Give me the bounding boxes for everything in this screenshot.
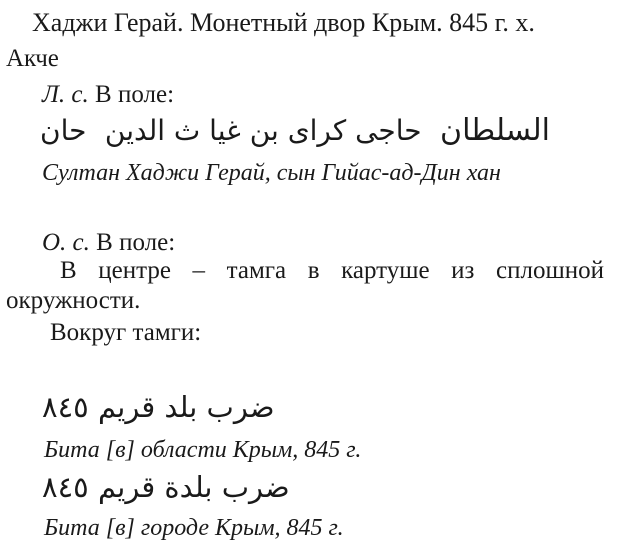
obverse-arabic-inscription (40, 113, 550, 148)
obverse-label: Л. с. (42, 81, 89, 108)
heading-line-2: Акче (6, 45, 59, 72)
reverse-around-text: Вокруг тамги: (50, 319, 202, 346)
reverse-inscription-2-translation: Бита [в] городе Крым, 845 г. (44, 515, 344, 541)
obverse-arabic-rest: حاجى كراى بن غيا ث الدين (104, 114, 422, 147)
reverse-inscription-2-arabic: ضرب بلدة قريم ٨٤٥ (42, 470, 290, 504)
reverse-center-line-1: В центре – тамга в картуше из сплошной (60, 257, 604, 284)
reverse-inscription-1-arabic: ضرب بلد قريم ٨٤٥ (42, 390, 275, 424)
obverse-translation: Султан Хаджи Герай, сын Гийас-ад-Дин хан (42, 160, 501, 186)
reverse-center-line-2: окружности. (6, 287, 141, 314)
obverse-arabic-end: حان (40, 114, 87, 147)
reverse-label: О. с. (42, 229, 90, 256)
obverse-arabic-main: السلطان (440, 113, 550, 148)
heading-line-1: Хаджи Герай. Монетный двор Крым. 845 г. х. (32, 8, 535, 37)
obverse-field-text: В поле: (95, 81, 175, 108)
reverse-field-line (42, 230, 175, 255)
reverse-inscription-1-translation: Бита [в] области Крым, 845 г. (44, 437, 362, 463)
reverse-field-text: В поле: (96, 229, 176, 256)
obverse-field-line (42, 82, 174, 107)
